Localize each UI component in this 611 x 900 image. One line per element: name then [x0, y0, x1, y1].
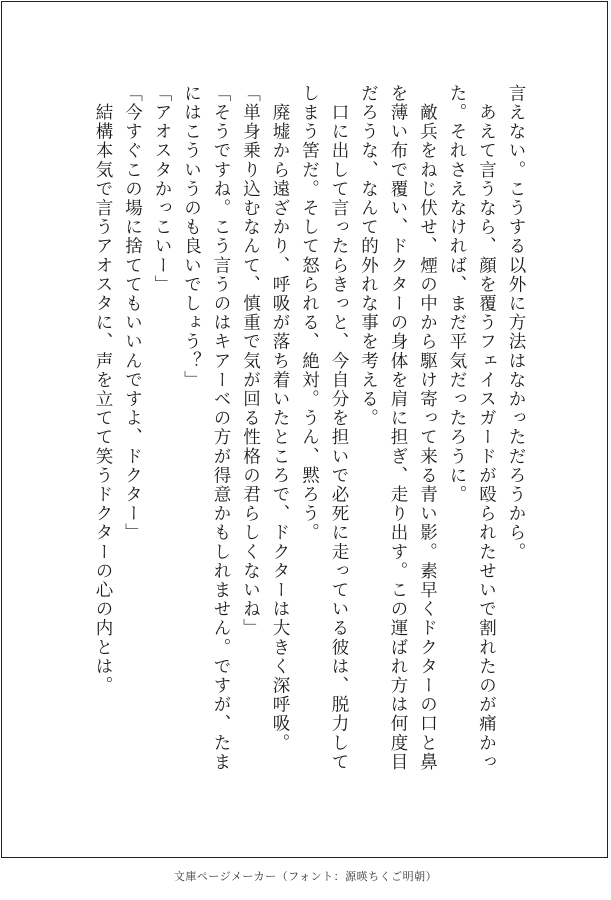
text-line-4: 敵兵をねじ伏せ、煙の中から駆け寄って来る青い影。素早くドクターの口と鼻 [417, 84, 438, 772]
footer-credit: 文庫ページメーカー（フォント：源暎ちくご明朝） [173, 870, 438, 883]
text-line-14: 「今すぐこの場に捨ててもいいんですよ、ドクター」 [122, 84, 143, 543]
text-line-8: しまう筈だ。そして怒られる、絶対。うん、黙ろう。 [299, 84, 320, 543]
text-line-11: 「そうですね。こう言うのはキアーベの方が得意かもしれません。ですが、たま [211, 84, 231, 772]
text-line-9: 廃墟から遠ざかり、呼吸が落ち着いたところで、ドクターは大きく深呼吸。 [270, 84, 290, 753]
novel-body-text [88, 84, 531, 772]
text-line-15: 結構本気で言うアオスタに、声を立てて笑うドクターの心の内とは。 [93, 84, 113, 696]
text-line-1: 言えない。こうする以外に方法はなかっただろうから。 [506, 84, 526, 562]
text-line-6: だろうな、なんて的外れな事を考える。 [358, 84, 379, 428]
text-line-7: 口に出して言ったらきっと、今自分を担いで必死に走っている彼は、脱力して [329, 84, 349, 772]
text-line-12: にはこういうのも良いでしょう？」 [181, 84, 202, 390]
text-line-13: 「アオスタかっこいー」 [152, 84, 172, 295]
text-line-3: た。それさえなければ、まだ平気だったろうに。 [447, 84, 467, 505]
text-line-5: を薄い布で覆い、ドクターの身体を肩に担ぎ、走り出す。この運ばれ方は何度目 [388, 84, 408, 772]
page-frame [1, 1, 608, 858]
text-line-10: 「単身乗り込むなんて、慎重で気が回る性格の君らしくないね」 [240, 84, 261, 638]
text-line-2: あえて言うなら、顔を覆うフェイスガードが殴られたせいで割れたのが痛かっ [476, 84, 497, 772]
